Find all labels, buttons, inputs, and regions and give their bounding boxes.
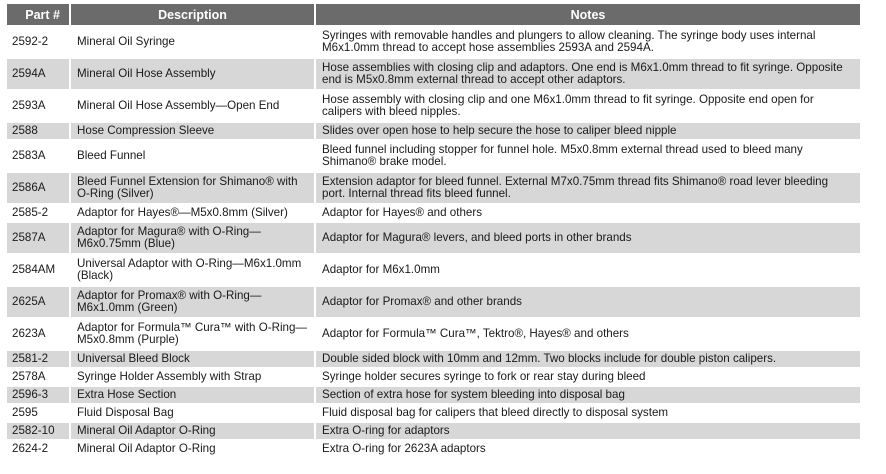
table-row: [7, 440, 860, 458]
cell-part-number: 2625A: [7, 286, 70, 318]
cell-part-number: 2581-2: [7, 350, 70, 368]
table-row: [7, 204, 860, 222]
cell-part-number: 2583A: [7, 140, 70, 172]
header-part-number: Part #: [7, 4, 70, 26]
table-row: [7, 404, 860, 422]
table-row: [7, 422, 860, 440]
table-row: [7, 254, 860, 286]
cell-notes: Double sided block with 10mm and 12mm. Two blocks include for double piston calipers.: [315, 350, 860, 368]
cell-description: Hose Compression Sleeve: [70, 122, 315, 140]
cell-notes: Bleed funnel including stopper for funnel hole. M5x0.8mm external thread used to bleed many Shimano® brake model.: [315, 140, 860, 172]
cell-description: Mineral Oil Hose Assembly—Open End: [70, 90, 315, 122]
cell-notes: Extra O-ring for 2623A adaptors: [315, 440, 860, 458]
table-row: [7, 318, 860, 350]
cell-notes: Extension adaptor for bleed funnel. External M7x0.75mm thread fits Shimano® road lever bleeding port. Internal thread fits bleed funnel.: [315, 172, 860, 204]
cell-notes: Hose assemblies with closing clip and adaptors. One end is M6x1.0mm thread to fit syringe. Opposite end is M5x0.8mm external thread to accept other adaptors.: [315, 58, 860, 90]
cell-notes: Extra O-ring for adaptors: [315, 422, 860, 440]
cell-description: Universal Adaptor with O-Ring—M6x1.0mm (Black): [70, 254, 315, 286]
cell-description: Syringe Holder Assembly with Strap: [70, 368, 315, 386]
table-row: [7, 368, 860, 386]
cell-description: Adaptor for Promax® with O-Ring—M6x1.0mm (Green): [70, 286, 315, 318]
cell-notes: Adaptor for Promax® and other brands: [315, 286, 860, 318]
cell-description: Adaptor for Magura® with O-Ring—M6x0.75mm (Blue): [70, 222, 315, 254]
cell-description: Extra Hose Section: [70, 386, 315, 404]
cell-part-number: 2578A: [7, 368, 70, 386]
cell-notes: Adaptor for Hayes® and others: [315, 204, 860, 222]
cell-part-number: 2585-2: [7, 204, 70, 222]
parts-table-container: [7, 4, 860, 458]
header-description: Description: [70, 4, 315, 26]
cell-part-number: 2587A: [7, 222, 70, 254]
cell-description: Fluid Disposal Bag: [70, 404, 315, 422]
table-row: [7, 172, 860, 204]
cell-part-number: 2595: [7, 404, 70, 422]
parts-table: [7, 4, 860, 458]
header-notes: Notes: [315, 4, 860, 26]
cell-description: Adaptor for Hayes®—M5x0.8mm (Silver): [70, 204, 315, 222]
cell-part-number: 2592-2: [7, 26, 70, 58]
cell-part-number: 2623A: [7, 318, 70, 350]
cell-description: Mineral Oil Adaptor O-Ring: [70, 422, 315, 440]
cell-notes: Section of extra hose for system bleeding into disposal bag: [315, 386, 860, 404]
cell-description: Adaptor for Formula™ Cura™ with O-Ring—M5x0.8mm (Purple): [70, 318, 315, 350]
cell-part-number: 2594A: [7, 58, 70, 90]
cell-description: Mineral Oil Hose Assembly: [70, 58, 315, 90]
table-row: [7, 286, 860, 318]
cell-part-number: 2582-10: [7, 422, 70, 440]
cell-notes: Hose assembly with closing clip and one M6x1.0mm thread to fit syringe. Opposite end open for calipers with bleed nipples.: [315, 90, 860, 122]
table-row: [7, 58, 860, 90]
cell-notes: Syringe holder secures syringe to fork or rear stay during bleed: [315, 368, 860, 386]
cell-notes: Syringes with removable handles and plungers to allow cleaning. The syringe body uses internal M6x1.0mm thread to accept hose assemblies 2593A and 2594A.: [315, 26, 860, 58]
cell-part-number: 2588: [7, 122, 70, 140]
cell-description: Mineral Oil Adaptor O-Ring: [70, 440, 315, 458]
table-row: [7, 222, 860, 254]
cell-notes: Adaptor for Formula™ Cura™, Tektro®, Hayes® and others: [315, 318, 860, 350]
cell-part-number: 2596-3: [7, 386, 70, 404]
cell-description: Bleed Funnel Extension for Shimano® with O-Ring (Silver): [70, 172, 315, 204]
cell-description: Universal Bleed Block: [70, 350, 315, 368]
table-row: [7, 350, 860, 368]
cell-notes: Adaptor for Magura® levers, and bleed ports in other brands: [315, 222, 860, 254]
table-row: [7, 386, 860, 404]
table-row: [7, 140, 860, 172]
cell-description: Mineral Oil Syringe: [70, 26, 315, 58]
cell-part-number: 2584AM: [7, 254, 70, 286]
cell-part-number: 2593A: [7, 90, 70, 122]
table-row: [7, 90, 860, 122]
cell-notes: Adaptor for M6x1.0mm: [315, 254, 860, 286]
cell-notes: Fluid disposal bag for calipers that bleed directly to disposal system: [315, 404, 860, 422]
table-header-row: [7, 4, 860, 26]
cell-description: Bleed Funnel: [70, 140, 315, 172]
table-row: [7, 26, 860, 58]
cell-notes: Slides over open hose to help secure the hose to caliper bleed nipple: [315, 122, 860, 140]
cell-part-number: 2586A: [7, 172, 70, 204]
table-row: [7, 122, 860, 140]
cell-part-number: 2624-2: [7, 440, 70, 458]
